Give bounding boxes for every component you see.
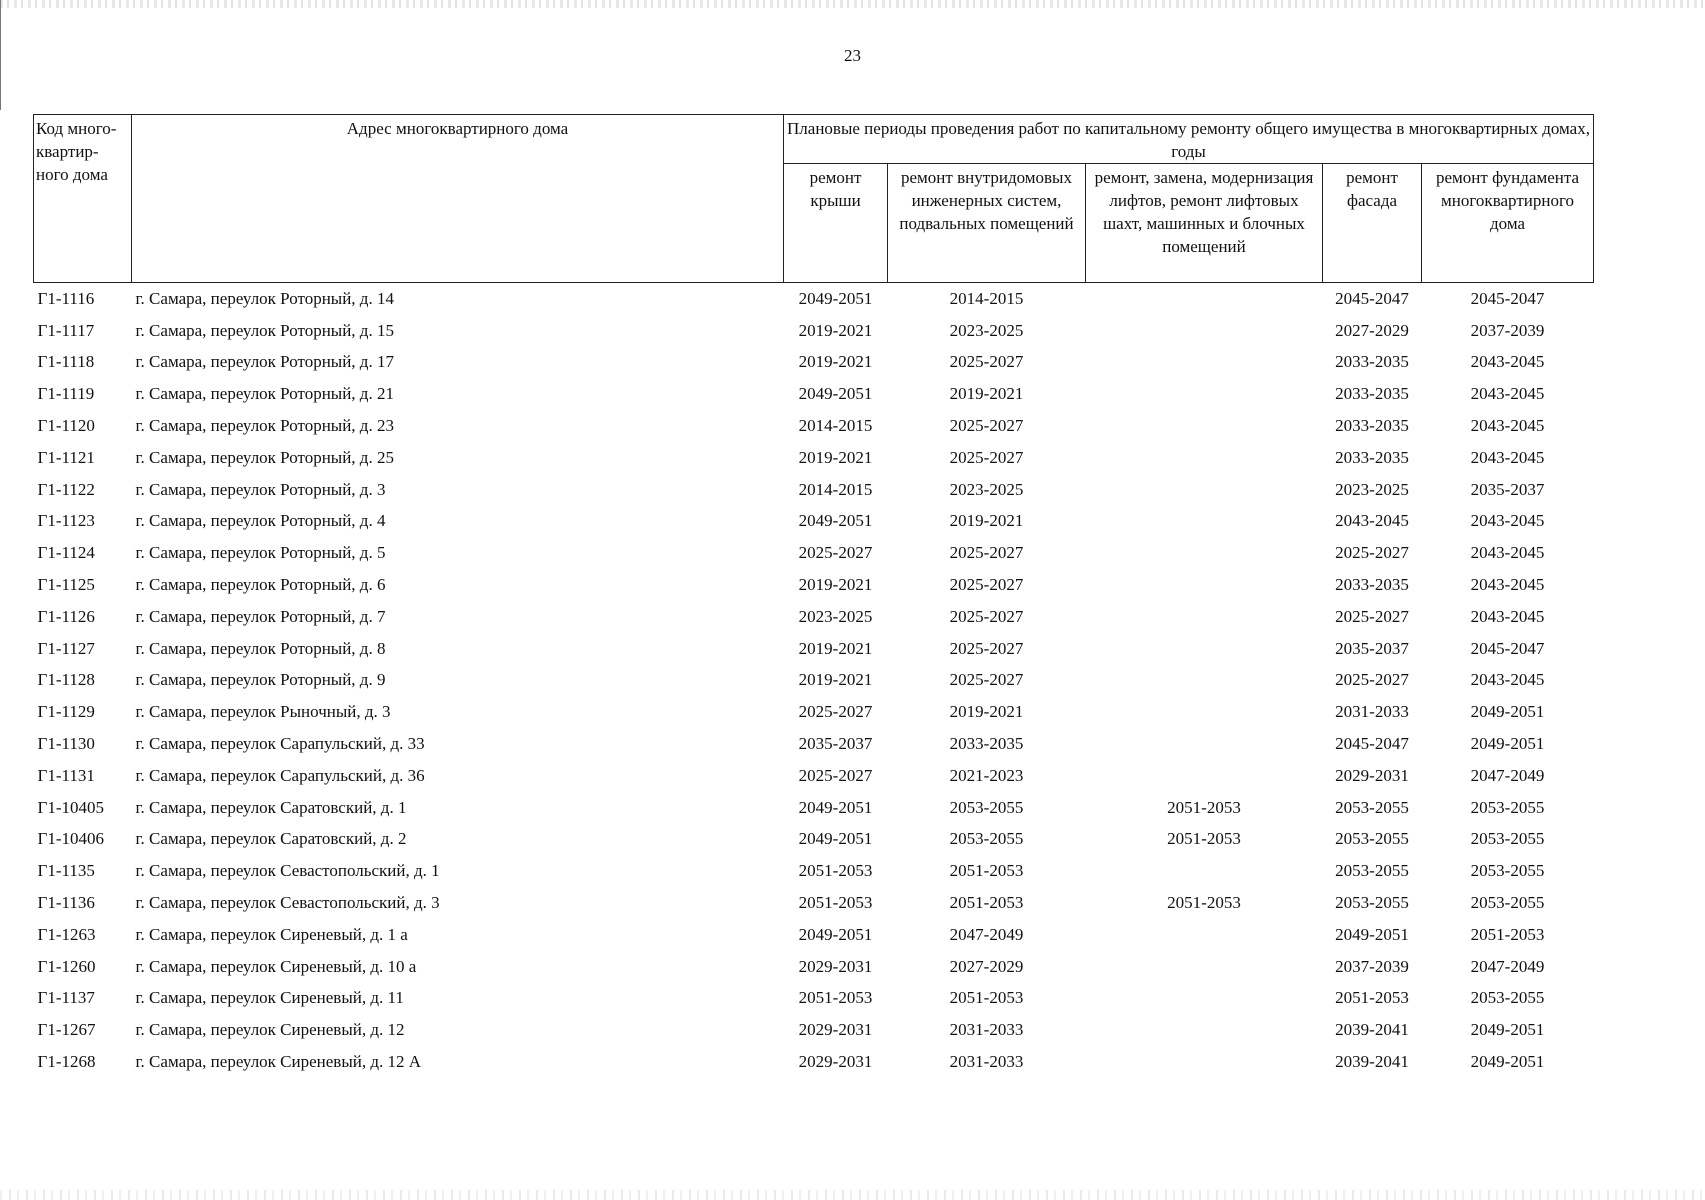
facade-period-cell: 2045-2047	[1335, 288, 1409, 308]
table-row	[34, 887, 1594, 919]
code-cell: Г1-10406	[37, 829, 104, 849]
roof-period-cell: 2019-2021	[798, 670, 873, 690]
address-cell: г. Самара, переулок Сиреневый, д. 11	[135, 988, 404, 1008]
facade-period-cell: 2035-2037	[1335, 638, 1409, 658]
elevator-period-cell: 2051-2053	[1167, 893, 1241, 913]
roof-period-cell: 2051-2053	[798, 893, 873, 913]
foundation-period-cell: 2045-2047	[1470, 638, 1545, 658]
elevator-period-cell	[1086, 855, 1323, 887]
header-periods: Плановые периоды проведения работ по капитальному ремонту общего имущества в многоквартирных домах, годы	[784, 115, 1594, 164]
page-number: 23	[844, 46, 861, 65]
elevator-period-cell	[1086, 728, 1323, 760]
facade-period-cell: 2033-2035	[1335, 384, 1409, 404]
engineering-period-cell: 2025-2027	[949, 352, 1024, 372]
facade-period-cell: 2049-2051	[1335, 924, 1409, 944]
table-row	[34, 696, 1594, 728]
foundation-period-cell: 2043-2045	[1470, 511, 1545, 531]
foundation-period-cell: 2043-2045	[1470, 384, 1545, 404]
foundation-period-cell: 2049-2051	[1470, 702, 1545, 722]
code-cell: Г1-1267	[37, 1020, 96, 1040]
address-cell: г. Самара, переулок Роторный, д. 4	[135, 511, 386, 531]
table-row	[34, 824, 1594, 856]
table-body	[34, 283, 1594, 1078]
engineering-period-cell: 2014-2015	[949, 288, 1024, 308]
engineering-period-cell: 2053-2055	[949, 829, 1024, 849]
table-row	[34, 919, 1594, 951]
foundation-period-cell: 2053-2055	[1470, 893, 1545, 913]
code-cell: Г1-1116	[37, 288, 95, 308]
table-row	[34, 951, 1594, 983]
table-row	[34, 633, 1594, 665]
address-cell: г. Самара, переулок Роторный, д. 17	[135, 352, 394, 372]
header-roof: ремонт крыши	[784, 164, 888, 283]
code-cell: Г1-1124	[37, 543, 95, 563]
roof-period-cell: 2025-2027	[798, 702, 873, 722]
facade-period-cell: 2053-2055	[1335, 829, 1409, 849]
table-row	[34, 410, 1594, 442]
address-cell: г. Самара, переулок Сарапульский, д. 36	[135, 765, 425, 785]
foundation-period-cell: 2043-2045	[1470, 416, 1545, 436]
foundation-period-cell: 2037-2039	[1470, 320, 1545, 340]
roof-period-cell: 2029-2031	[798, 1020, 873, 1040]
elevator-period-cell	[1086, 347, 1323, 379]
header-elevators: ремонт, замена, модернизация лифтов, ремонт лифтовых шахт, машинных и блочных помещений	[1086, 164, 1323, 283]
code-cell: Г1-1135	[37, 861, 95, 881]
roof-period-cell: 2019-2021	[798, 575, 873, 595]
code-cell: Г1-1263	[37, 924, 96, 944]
facade-period-cell: 2039-2041	[1335, 1020, 1409, 1040]
foundation-period-cell: 2043-2045	[1470, 352, 1545, 372]
table-row	[34, 728, 1594, 760]
address-cell: г. Самара, переулок Роторный, д. 21	[135, 384, 394, 404]
facade-period-cell: 2039-2041	[1335, 1052, 1409, 1072]
foundation-period-cell: 2043-2045	[1470, 447, 1545, 467]
roof-period-cell: 2049-2051	[798, 384, 873, 404]
facade-period-cell: 2037-2039	[1335, 956, 1409, 976]
roof-period-cell: 2049-2051	[798, 511, 873, 531]
elevator-period-cell	[1086, 919, 1323, 951]
facade-period-cell: 2053-2055	[1335, 797, 1409, 817]
table-row	[34, 315, 1594, 347]
engineering-period-cell: 2051-2053	[949, 861, 1024, 881]
elevator-period-cell	[1086, 537, 1323, 569]
foundation-period-cell: 2035-2037	[1470, 479, 1545, 499]
table-row	[34, 665, 1594, 697]
code-cell: Г1-1260	[37, 956, 96, 976]
elevator-period-cell	[1086, 474, 1323, 506]
address-cell: г. Самара, переулок Сиреневый, д. 12	[135, 1020, 405, 1040]
facade-period-cell: 2025-2027	[1335, 606, 1409, 626]
table-row	[34, 569, 1594, 601]
facade-period-cell: 2053-2055	[1335, 861, 1409, 881]
elevator-period-cell	[1086, 442, 1323, 474]
elevator-period-cell: 2051-2053	[1167, 829, 1241, 849]
code-cell: Г1-1127	[37, 638, 95, 658]
elevator-period-cell	[1086, 665, 1323, 697]
engineering-period-cell: 2025-2027	[949, 670, 1024, 690]
engineering-period-cell: 2025-2027	[949, 543, 1024, 563]
facade-period-cell: 2033-2035	[1335, 352, 1409, 372]
address-cell: г. Самара, переулок Роторный, д. 6	[135, 575, 386, 595]
code-cell: Г1-1128	[37, 670, 95, 690]
elevator-period-cell	[1086, 951, 1323, 983]
roof-period-cell: 2051-2053	[798, 861, 873, 881]
address-cell: г. Самара, переулок Роторный, д. 14	[135, 288, 394, 308]
roof-period-cell: 2019-2021	[798, 638, 873, 658]
foundation-period-cell: 2053-2055	[1470, 797, 1545, 817]
engineering-period-cell: 2019-2021	[949, 511, 1024, 531]
header-address: Адрес многоквартирного дома	[132, 115, 784, 283]
code-cell: Г1-1125	[37, 575, 95, 595]
elevator-period-cell	[1086, 696, 1323, 728]
roof-period-cell: 2029-2031	[798, 1052, 873, 1072]
code-cell: Г1-10405	[37, 797, 104, 817]
foundation-period-cell: 2045-2047	[1470, 288, 1545, 308]
engineering-period-cell: 2033-2035	[949, 734, 1024, 754]
address-cell: г. Самара, переулок Роторный, д. 15	[135, 320, 394, 340]
engineering-period-cell: 2031-2033	[949, 1020, 1024, 1040]
table-row	[34, 1014, 1594, 1046]
scan-top-noise	[0, 0, 1705, 8]
roof-period-cell: 2029-2031	[798, 956, 873, 976]
code-cell: Г1-1118	[37, 352, 95, 372]
code-cell: Г1-1117	[37, 320, 95, 340]
scan-bottom-noise	[0, 1190, 1705, 1200]
elevator-period-cell	[1086, 283, 1323, 315]
code-cell: Г1-1122	[37, 479, 95, 499]
address-cell: г. Самара, переулок Сиреневый, д. 12 А	[135, 1052, 422, 1072]
roof-period-cell: 2019-2021	[798, 447, 873, 467]
header-code: Код много-квартир-ного дома	[34, 115, 132, 283]
foundation-period-cell: 2047-2049	[1470, 765, 1545, 785]
engineering-period-cell: 2047-2049	[949, 924, 1024, 944]
code-cell: Г1-1131	[37, 765, 95, 785]
facade-period-cell: 2043-2045	[1335, 511, 1409, 531]
address-cell: г. Самара, переулок Роторный, д. 8	[135, 638, 386, 658]
roof-period-cell: 2014-2015	[798, 416, 873, 436]
roof-period-cell: 2019-2021	[798, 320, 873, 340]
facade-period-cell: 2031-2033	[1335, 702, 1409, 722]
table-row	[34, 1046, 1594, 1078]
facade-period-cell: 2045-2047	[1335, 734, 1409, 754]
engineering-period-cell: 2025-2027	[949, 447, 1024, 467]
header-engineering: ремонт внутридомовых инженерных систем, подвальных помещений	[888, 164, 1086, 283]
code-cell: Г1-1129	[37, 702, 95, 722]
elevator-period-cell	[1086, 569, 1323, 601]
foundation-period-cell: 2043-2045	[1470, 575, 1545, 595]
elevator-period-cell	[1086, 410, 1323, 442]
foundation-period-cell: 2051-2053	[1470, 924, 1545, 944]
code-cell: Г1-1120	[37, 416, 95, 436]
elevator-period-cell	[1086, 633, 1323, 665]
foundation-period-cell: 2049-2051	[1470, 734, 1545, 754]
engineering-period-cell: 2023-2025	[949, 320, 1024, 340]
table-row	[34, 442, 1594, 474]
code-cell: Г1-1123	[37, 511, 95, 531]
code-cell: Г1-1121	[37, 447, 95, 467]
address-cell: г. Самара, переулок Сиреневый, д. 1 а	[135, 924, 408, 944]
foundation-period-cell: 2049-2051	[1470, 1052, 1545, 1072]
address-cell: г. Самара, переулок Севастопольский, д. 1	[135, 861, 440, 881]
facade-period-cell: 2027-2029	[1335, 320, 1409, 340]
foundation-period-cell: 2053-2055	[1470, 988, 1545, 1008]
facade-period-cell: 2033-2035	[1335, 416, 1409, 436]
table-row	[34, 983, 1594, 1015]
facade-period-cell: 2053-2055	[1335, 893, 1409, 913]
engineering-period-cell: 2025-2027	[949, 606, 1024, 626]
table-row	[34, 792, 1594, 824]
foundation-period-cell: 2043-2045	[1470, 543, 1545, 563]
address-cell: г. Самара, переулок Роторный, д. 23	[135, 416, 394, 436]
roof-period-cell: 2049-2051	[798, 797, 873, 817]
roof-period-cell: 2049-2051	[798, 924, 873, 944]
facade-period-cell: 2029-2031	[1335, 765, 1409, 785]
engineering-period-cell: 2019-2021	[949, 384, 1024, 404]
facade-period-cell: 2033-2035	[1335, 447, 1409, 467]
facade-period-cell: 2025-2027	[1335, 543, 1409, 563]
foundation-period-cell: 2053-2055	[1470, 861, 1545, 881]
code-cell: Г1-1268	[37, 1052, 96, 1072]
table-row	[34, 506, 1594, 538]
foundation-period-cell: 2047-2049	[1470, 956, 1545, 976]
table-row	[34, 601, 1594, 633]
elevator-period-cell: 2051-2053	[1167, 797, 1241, 817]
address-cell: г. Самара, переулок Роторный, д. 3	[135, 479, 386, 499]
elevator-period-cell	[1086, 983, 1323, 1015]
facade-period-cell: 2023-2025	[1335, 479, 1409, 499]
capital-repair-table	[33, 114, 1594, 1078]
engineering-period-cell: 2025-2027	[949, 638, 1024, 658]
address-cell: г. Самара, переулок Саратовский, д. 2	[135, 829, 407, 849]
engineering-period-cell: 2023-2025	[949, 479, 1024, 499]
elevator-period-cell	[1086, 1046, 1323, 1078]
roof-period-cell: 2049-2051	[798, 288, 873, 308]
address-cell: г. Самара, переулок Саратовский, д. 1	[135, 797, 407, 817]
foundation-period-cell: 2043-2045	[1470, 606, 1545, 626]
code-cell: Г1-1136	[37, 893, 95, 913]
address-cell: г. Самара, переулок Роторный, д. 5	[135, 543, 386, 563]
address-cell: г. Самара, переулок Роторный, д. 25	[135, 447, 394, 467]
roof-period-cell: 2025-2027	[798, 543, 873, 563]
roof-period-cell: 2025-2027	[798, 765, 873, 785]
facade-period-cell: 2051-2053	[1335, 988, 1409, 1008]
roof-period-cell: 2019-2021	[798, 352, 873, 372]
engineering-period-cell: 2027-2029	[949, 956, 1024, 976]
table-row	[34, 378, 1594, 410]
code-cell: Г1-1130	[37, 734, 95, 754]
table-row	[34, 283, 1594, 315]
elevator-period-cell	[1086, 760, 1323, 792]
address-cell: г. Самара, переулок Рыночный, д. 3	[135, 702, 391, 722]
table-row	[34, 760, 1594, 792]
engineering-period-cell: 2051-2053	[949, 893, 1024, 913]
table-row	[34, 347, 1594, 379]
table-row	[34, 537, 1594, 569]
engineering-period-cell: 2019-2021	[949, 702, 1024, 722]
table-row	[34, 855, 1594, 887]
code-cell: Г1-1119	[37, 384, 95, 404]
engineering-period-cell: 2021-2023	[949, 765, 1024, 785]
engineering-period-cell: 2053-2055	[949, 797, 1024, 817]
address-cell: г. Самара, переулок Сиреневый, д. 10 а	[135, 956, 417, 976]
header-facade: ремонт фасада	[1323, 164, 1422, 283]
address-cell: г. Самара, переулок Сарапульский, д. 33	[135, 734, 425, 754]
foundation-period-cell: 2043-2045	[1470, 670, 1545, 690]
elevator-period-cell	[1086, 315, 1323, 347]
table-row	[34, 474, 1594, 506]
roof-period-cell: 2014-2015	[798, 479, 873, 499]
header-foundation: ремонт фундамента многоквартирного дома	[1422, 164, 1594, 283]
elevator-period-cell	[1086, 378, 1323, 410]
facade-period-cell: 2033-2035	[1335, 575, 1409, 595]
elevator-period-cell	[1086, 506, 1323, 538]
foundation-period-cell: 2049-2051	[1470, 1020, 1545, 1040]
roof-period-cell: 2051-2053	[798, 988, 873, 1008]
engineering-period-cell: 2031-2033	[949, 1052, 1024, 1072]
code-cell: Г1-1126	[37, 606, 95, 626]
roof-period-cell: 2035-2037	[798, 734, 873, 754]
engineering-period-cell: 2051-2053	[949, 988, 1024, 1008]
elevator-period-cell	[1086, 1014, 1323, 1046]
code-cell: Г1-1137	[37, 988, 95, 1008]
engineering-period-cell: 2025-2027	[949, 416, 1024, 436]
address-cell: г. Самара, переулок Севастопольский, д. 3	[135, 893, 440, 913]
foundation-period-cell: 2053-2055	[1470, 829, 1545, 849]
engineering-period-cell: 2025-2027	[949, 575, 1024, 595]
address-cell: г. Самара, переулок Роторный, д. 9	[135, 670, 386, 690]
facade-period-cell: 2025-2027	[1335, 670, 1409, 690]
roof-period-cell: 2049-2051	[798, 829, 873, 849]
roof-period-cell: 2023-2025	[798, 606, 873, 626]
address-cell: г. Самара, переулок Роторный, д. 7	[135, 606, 386, 626]
elevator-period-cell	[1086, 601, 1323, 633]
